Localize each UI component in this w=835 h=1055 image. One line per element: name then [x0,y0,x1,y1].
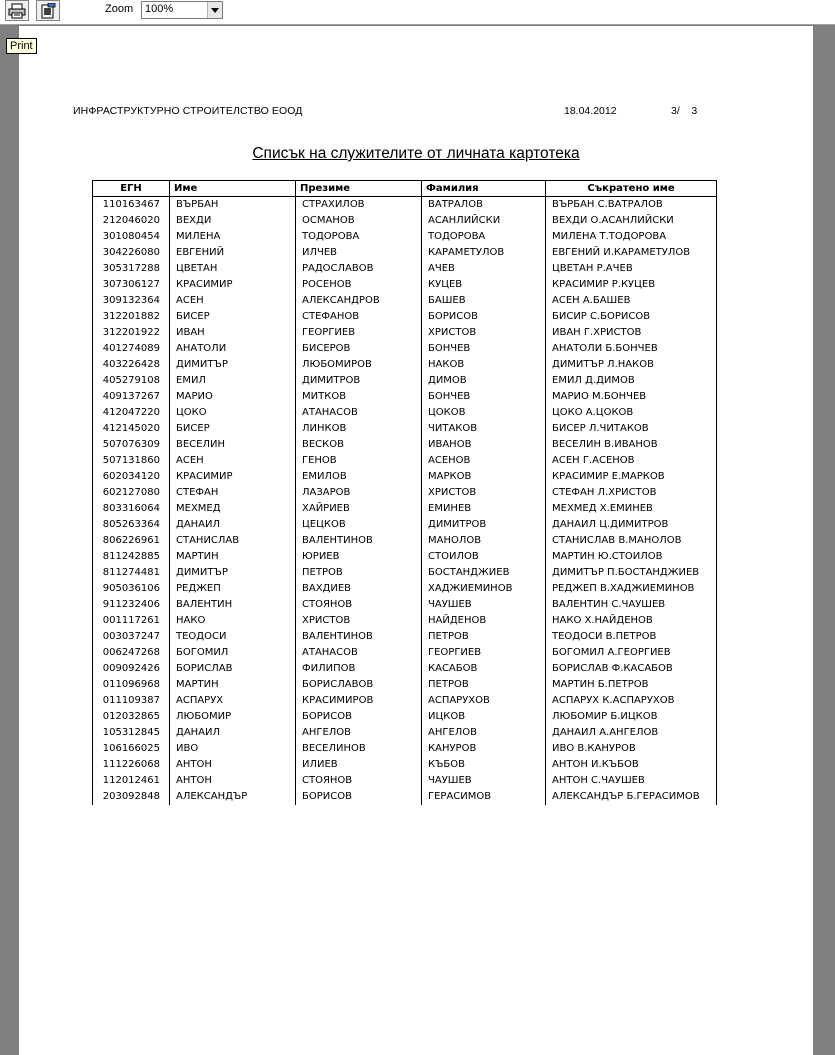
last-name-cell: ИЦКОВ [422,709,546,725]
last-name-cell: ЕМИНЕВ [422,501,546,517]
egn-cell: 111226068 [93,757,170,773]
short-name-cell: АСЕН А.БАШЕВ [546,293,717,309]
table-row [93,325,717,341]
col-header-egn: ЕГН [93,181,170,197]
printer-icon [8,3,26,19]
middle-name-cell: ИЛИЕВ [296,757,422,773]
short-name-cell: БОРИСЛАВ Ф.КАСАБОВ [546,661,717,677]
last-name-cell: БОНЧЕВ [422,389,546,405]
short-name-cell: СТАНИСЛАВ В.МАНОЛОВ [546,533,717,549]
last-name-cell: МАРКОВ [422,469,546,485]
first-name-cell: СТЕФАН [170,485,296,501]
short-name-cell: ЛЮБОМИР Б.ИЦКОВ [546,709,717,725]
table-row [93,213,717,229]
first-name-cell: АНАТОЛИ [170,341,296,357]
middle-name-cell: ХАЙРИЕВ [296,501,422,517]
table-row [93,229,717,245]
egn-cell: 106166025 [93,741,170,757]
short-name-cell: ВЪРБАН С.ВАТРАЛОВ [546,197,717,213]
first-name-cell: ИВО [170,741,296,757]
print-tooltip: Print [6,38,37,54]
egn-cell: 403226428 [93,357,170,373]
table-row [93,549,717,565]
egn-cell: 110163467 [93,197,170,213]
short-name-cell: ДИМИТЪР П.БОСТАНДЖИЕВ [546,565,717,581]
short-name-cell: ИВАН Г.ХРИСТОВ [546,325,717,341]
col-header-first-name: Име [170,181,296,197]
short-name-cell: МЕХМЕД Х.ЕМИНЕВ [546,501,717,517]
last-name-cell: ИВАНОВ [422,437,546,453]
last-name-cell: ДИМИТРОВ [422,517,546,533]
middle-name-cell: АНГЕЛОВ [296,725,422,741]
last-name-cell: КУЦЕВ [422,277,546,293]
first-name-cell: АСПАРУХ [170,693,296,709]
egn-cell: 602127080 [93,485,170,501]
egn-cell: 312201882 [93,309,170,325]
egn-cell: 009092426 [93,661,170,677]
middle-name-cell: ВАЛЕНТИНОВ [296,629,422,645]
table-row [93,773,717,789]
egn-cell: 806226961 [93,533,170,549]
last-name-cell: ПЕТРОВ [422,677,546,693]
last-name-cell: КЪБОВ [422,757,546,773]
table-row [93,389,717,405]
egn-cell: 301080454 [93,229,170,245]
middle-name-cell: БОРИСОВ [296,709,422,725]
short-name-cell: ВЕХДИ О.АСАНЛИЙСКИ [546,213,717,229]
first-name-cell: ДИМИТЪР [170,357,296,373]
middle-name-cell: МИТКОВ [296,389,422,405]
last-name-cell: БОСТАНДЖИЕВ [422,565,546,581]
egn-cell: 602034120 [93,469,170,485]
table-row [93,405,717,421]
egn-cell: 307306127 [93,277,170,293]
middle-name-cell: ЕМИЛОВ [296,469,422,485]
export-button[interactable] [36,0,60,21]
last-name-cell: БОРИСОВ [422,309,546,325]
middle-name-cell: ВАЛЕНТИНОВ [296,533,422,549]
egn-cell: 006247268 [93,645,170,661]
first-name-cell: ИВАН [170,325,296,341]
middle-name-cell: ПЕТРОВ [296,565,422,581]
middle-name-cell: ЮРИЕВ [296,549,422,565]
first-name-cell: БИСЕР [170,309,296,325]
middle-name-cell: СТРАХИЛОВ [296,197,422,213]
first-name-cell: ЦВЕТАН [170,261,296,277]
first-name-cell: АНТОН [170,773,296,789]
middle-name-cell: ЛЮБОМИРОВ [296,357,422,373]
last-name-cell: ЦОКОВ [422,405,546,421]
first-name-cell: БОРИСЛАВ [170,661,296,677]
egn-cell: 011109387 [93,693,170,709]
employee-table [92,180,717,805]
middle-name-cell: АТАНАСОВ [296,405,422,421]
table-row [93,565,717,581]
first-name-cell: ДАНАИЛ [170,517,296,533]
last-name-cell: НАКОВ [422,357,546,373]
last-name-cell: ЧАУШЕВ [422,773,546,789]
last-name-cell: ХРИСТОВ [422,325,546,341]
last-name-cell: КАСАБОВ [422,661,546,677]
first-name-cell: ВЕСЕЛИН [170,437,296,453]
egn-cell: 105312845 [93,725,170,741]
zoom-label: Zoom [105,3,134,15]
first-name-cell: ВЕХДИ [170,213,296,229]
last-name-cell: АСАНЛИЙСКИ [422,213,546,229]
first-name-cell: АСЕН [170,453,296,469]
company-name: ИНФРАСТРУКТУРНО СТРОИТЕЛСТВО ЕООД [73,105,303,117]
first-name-cell: АЛЕКСАНДЪР [170,789,296,805]
short-name-cell: ДАНАИЛ Ц.ДИМИТРОВ [546,517,717,533]
last-name-cell: ВАТРАЛОВ [422,197,546,213]
table-row [93,197,717,213]
short-name-cell: МИЛЕНА Т.ТОДОРОВА [546,229,717,245]
egn-cell: 401274089 [93,341,170,357]
table-row [93,357,717,373]
middle-name-cell: ЛАЗАРОВ [296,485,422,501]
first-name-cell: МАРТИН [170,677,296,693]
middle-name-cell: КРАСИМИРОВ [296,693,422,709]
middle-name-cell: РОСЕНОВ [296,277,422,293]
egn-cell: 507076309 [93,437,170,453]
first-name-cell: РЕДЖЕП [170,581,296,597]
short-name-cell: ЦОКО А.ЦОКОВ [546,405,717,421]
egn-cell: 507131860 [93,453,170,469]
first-name-cell: ЦОКО [170,405,296,421]
table-row [93,261,717,277]
short-name-cell: ЕМИЛ Д.ДИМОВ [546,373,717,389]
last-name-cell: ГЕОРГИЕВ [422,645,546,661]
first-name-cell: КРАСИМИР [170,277,296,293]
last-name-cell: ХРИСТОВ [422,485,546,501]
first-name-cell: МАРИО [170,389,296,405]
last-name-cell: АНГЕЛОВ [422,725,546,741]
middle-name-cell: БОРИСОВ [296,789,422,805]
table-row [93,789,717,805]
table-row [93,293,717,309]
first-name-cell: ДАНАИЛ [170,725,296,741]
print-button[interactable] [5,0,29,21]
last-name-cell: НАЙДЕНОВ [422,613,546,629]
middle-name-cell: СТОЯНОВ [296,597,422,613]
short-name-cell: СТЕФАН Л.ХРИСТОВ [546,485,717,501]
short-name-cell: АСПАРУХ К.АСПАРУХОВ [546,693,717,709]
last-name-cell: КАНУРОВ [422,741,546,757]
middle-name-cell: ТОДОРОВА [296,229,422,245]
middle-name-cell: АЛЕКСАНДРОВ [296,293,422,309]
egn-cell: 309132364 [93,293,170,309]
table-row [93,245,717,261]
middle-name-cell: ГЕНОВ [296,453,422,469]
last-name-cell: ЧАУШЕВ [422,597,546,613]
last-name-cell: СТОИЛОВ [422,549,546,565]
egn-cell: 312201922 [93,325,170,341]
middle-name-cell: БОРИСЛАВОВ [296,677,422,693]
egn-cell: 011096968 [93,677,170,693]
middle-name-cell: РАДОСЛАВОВ [296,261,422,277]
last-name-cell: БАШЕВ [422,293,546,309]
egn-cell: 304226080 [93,245,170,261]
egn-cell: 405279108 [93,373,170,389]
egn-cell: 305317288 [93,261,170,277]
egn-cell: 412145020 [93,421,170,437]
short-name-cell: АНАТОЛИ Б.БОНЧЕВ [546,341,717,357]
short-name-cell: АНТОН С.ЧАУШЕВ [546,773,717,789]
table-row [93,421,717,437]
first-name-cell: ЕМИЛ [170,373,296,389]
last-name-cell: ГЕРАСИМОВ [422,789,546,805]
first-name-cell: БИСЕР [170,421,296,437]
last-name-cell: ЧИТАКОВ [422,421,546,437]
last-name-cell: КАРАМЕТУЛОВ [422,245,546,261]
first-name-cell: ЛЮБОМИР [170,709,296,725]
last-name-cell: ПЕТРОВ [422,629,546,645]
short-name-cell: АНТОН И.КЪБОВ [546,757,717,773]
first-name-cell: ЕВГЕНИЙ [170,245,296,261]
first-name-cell: ВЪРБАН [170,197,296,213]
table-row [93,277,717,293]
short-name-cell: МАРТИН Б.ПЕТРОВ [546,677,717,693]
egn-cell: 409137267 [93,389,170,405]
egn-cell: 412047220 [93,405,170,421]
col-header-last-name: Фамилия [422,181,546,197]
table-row [93,741,717,757]
short-name-cell: КРАСИМИР Р.КУЦЕВ [546,277,717,293]
first-name-cell: ВАЛЕНТИН [170,597,296,613]
table-row [93,517,717,533]
short-name-cell: ЦВЕТАН Р.АЧЕВ [546,261,717,277]
last-name-cell: ТОДОРОВА [422,229,546,245]
middle-name-cell: ДИМИТРОВ [296,373,422,389]
short-name-cell: НАКО Х.НАЙДЕНОВ [546,613,717,629]
table-row [93,757,717,773]
short-name-cell: ЕВГЕНИЙ И.КАРАМЕТУЛОВ [546,245,717,261]
dropdown-arrow-icon[interactable] [207,2,222,18]
egn-cell: 012032865 [93,709,170,725]
col-header-short-name: Съкратено име [546,181,717,197]
middle-name-cell: СТЕФАНОВ [296,309,422,325]
table-row [93,693,717,709]
first-name-cell: МАРТИН [170,549,296,565]
egn-cell: 811274481 [93,565,170,581]
short-name-cell: ТЕОДОСИ В.ПЕТРОВ [546,629,717,645]
first-name-cell: МЕХМЕД [170,501,296,517]
last-name-cell: БОНЧЕВ [422,341,546,357]
middle-name-cell: ХРИСТОВ [296,613,422,629]
egn-cell: 203092848 [93,789,170,805]
zoom-value: 100% [145,3,174,15]
export-icon [39,3,57,19]
middle-name-cell: ФИЛИПОВ [296,661,422,677]
zoom-select[interactable] [141,1,223,19]
short-name-cell: РЕДЖЕП В.ХАДЖИЕМИНОВ [546,581,717,597]
egn-cell: 811242885 [93,549,170,565]
short-name-cell: БИСЕР Л.ЧИТАКОВ [546,421,717,437]
col-header-middle-name: Презиме [296,181,422,197]
short-name-cell: АСЕН Г.АСЕНОВ [546,453,717,469]
table-row [93,501,717,517]
first-name-cell: АСЕН [170,293,296,309]
table-row [93,661,717,677]
middle-name-cell: ЦЕЦКОВ [296,517,422,533]
table-row [93,533,717,549]
table-row [93,709,717,725]
middle-name-cell: ОСМАНОВ [296,213,422,229]
short-name-cell: МАРИО М.БОНЧЕВ [546,389,717,405]
first-name-cell: ТЕОДОСИ [170,629,296,645]
last-name-cell: АСПАРУХОВ [422,693,546,709]
short-name-cell: ВАЛЕНТИН С.ЧАУШЕВ [546,597,717,613]
short-name-cell: БОГОМИЛ А.ГЕОРГИЕВ [546,645,717,661]
last-name-cell: МАНОЛОВ [422,533,546,549]
table-body [93,197,717,805]
middle-name-cell: ВАХДИЕВ [296,581,422,597]
table-row [93,645,717,661]
last-name-cell: АСЕНОВ [422,453,546,469]
short-name-cell: ДИМИТЪР Л.НАКОВ [546,357,717,373]
short-name-cell: БИСИР С.БОРИСОВ [546,309,717,325]
middle-name-cell: АТАНАСОВ [296,645,422,661]
table-row [93,453,717,469]
egn-cell: 001117261 [93,613,170,629]
table-row [93,629,717,645]
table-row [93,469,717,485]
table-row [93,597,717,613]
last-name-cell: ХАДЖИЕМИНОВ [422,581,546,597]
short-name-cell: АЛЕКСАНДЪР Б.ГЕРАСИМОВ [546,789,717,805]
table-row [93,613,717,629]
report-toolbar [0,0,835,25]
table-row [93,309,717,325]
egn-cell: 003037247 [93,629,170,645]
table-header-row [93,181,717,197]
table-row [93,581,717,597]
page-number: 3/ 3 [671,105,698,117]
egn-cell: 212046020 [93,213,170,229]
first-name-cell: МИЛЕНА [170,229,296,245]
first-name-cell: АНТОН [170,757,296,773]
table-row [93,341,717,357]
report-title: Списък на служителите от личната картотека [252,145,580,162]
egn-cell: 911232406 [93,597,170,613]
first-name-cell: КРАСИМИР [170,469,296,485]
egn-cell: 905036106 [93,581,170,597]
egn-cell: 805263364 [93,517,170,533]
last-name-cell: АЧЕВ [422,261,546,277]
table-row [93,437,717,453]
first-name-cell: НАКО [170,613,296,629]
last-name-cell: ДИМОВ [422,373,546,389]
short-name-cell: КРАСИМИР Е.МАРКОВ [546,469,717,485]
table-row [93,373,717,389]
report-page [19,26,813,1055]
egn-cell: 803316064 [93,501,170,517]
table-row [93,485,717,501]
viewer-margin [813,26,835,1055]
middle-name-cell: ГЕОРГИЕВ [296,325,422,341]
report-date: 18.04.2012 [564,105,617,117]
short-name-cell: ВЕСЕЛИН В.ИВАНОВ [546,437,717,453]
middle-name-cell: ВЕСЕЛИНОВ [296,741,422,757]
short-name-cell: МАРТИН Ю.СТОИЛОВ [546,549,717,565]
middle-name-cell: ВЕСКОВ [296,437,422,453]
table-row [93,677,717,693]
short-name-cell: ДАНАИЛ А.АНГЕЛОВ [546,725,717,741]
middle-name-cell: СТОЯНОВ [296,773,422,789]
first-name-cell: СТАНИСЛАВ [170,533,296,549]
short-name-cell: ИВО В.КАНУРОВ [546,741,717,757]
middle-name-cell: ИЛЧЕВ [296,245,422,261]
egn-cell: 112012461 [93,773,170,789]
first-name-cell: ДИМИТЪР [170,565,296,581]
middle-name-cell: ЛИНКОВ [296,421,422,437]
table-row [93,725,717,741]
middle-name-cell: БИСЕРОВ [296,341,422,357]
first-name-cell: БОГОМИЛ [170,645,296,661]
